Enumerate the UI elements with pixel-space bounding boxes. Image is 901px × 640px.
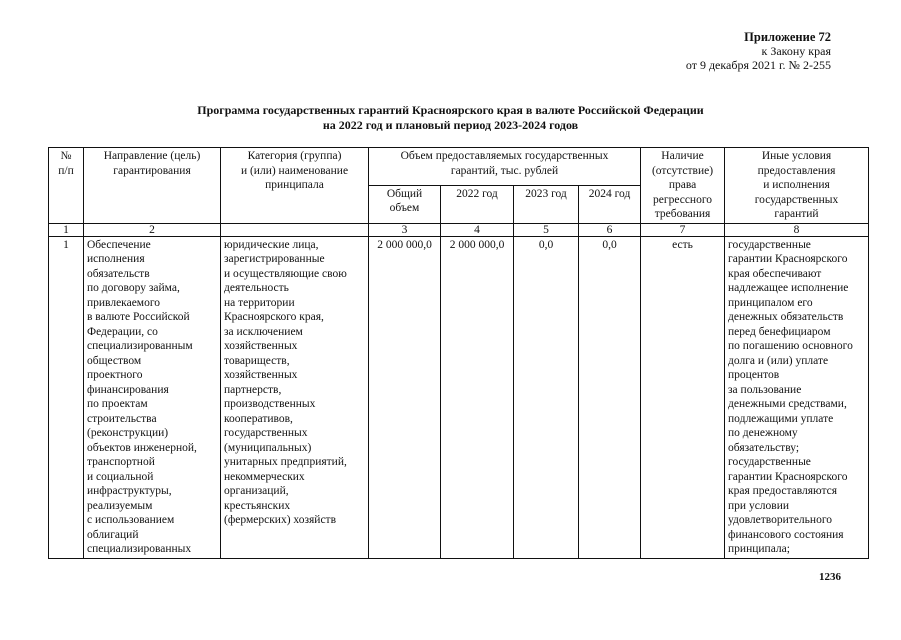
column-number	[221, 223, 369, 236]
header-2024: 2024 год	[579, 185, 641, 223]
column-number: 6	[579, 223, 641, 236]
cell-total: 2 000 000,0	[369, 236, 441, 558]
appendix-law-ref: к Закону края	[761, 44, 831, 58]
header-category: Категория (группа) и (или) наименование принципала	[221, 148, 369, 224]
header-direction: Направление (цель) гарантирования	[84, 148, 221, 224]
guarantees-table	[48, 147, 869, 559]
cell-regress: есть	[641, 236, 725, 558]
header-2023: 2023 год	[514, 185, 579, 223]
appendix-title: Приложение 72	[744, 30, 831, 44]
page-number: 1236	[819, 571, 841, 583]
column-number: 4	[441, 223, 514, 236]
table-row	[49, 236, 869, 558]
column-number: 7	[641, 223, 725, 236]
cell-no: 1	[49, 236, 84, 558]
column-number-empty: 8	[725, 223, 869, 236]
header-row-1	[49, 148, 869, 186]
cell-2023: 0,0	[514, 236, 579, 558]
cell-2022: 2 000 000,0	[441, 236, 514, 558]
header-total: Общий объем	[369, 185, 441, 223]
header-no: № п/п	[49, 148, 84, 224]
cell-category: юридические лица, зарегистрированные и осуществляющие свою деятельность на территории Красноярского края, за исключением хозяйственных товариществ, хозяйственных партнерств, производственных кооперативов, государственных (муниципальных) унитарных предприятий, некоммерческих организаций, крестьянских (фермерских) хозяйств	[221, 236, 369, 558]
column-number: 5	[514, 223, 579, 236]
document-title-line1: Программа государственных гарантий Красноярского края в валюте Российской Федерации	[197, 103, 704, 117]
header-volume: Объем предоставляемых государственных гарантий, тыс. рублей	[369, 148, 641, 186]
appendix-date: от 9 декабря 2021 г. № 2-255	[685, 58, 831, 72]
document-title-line2: на 2022 год и плановый период 2023-2024 годов	[322, 118, 579, 132]
cell-2024: 0,0	[579, 236, 641, 558]
column-number: 1	[49, 223, 84, 236]
cell-other-conditions: государственные гарантии Красноярского края обеспечивают надлежащее исполнение принципалом его денежных обязательств перед бенефициаром по погашению основного долга и (или) уплате процентов за пользование денежными средствами, подлежащими уплате по денежному обязательству; государственные гарантии Красноярского края предоставляются при условии удовлетворительного финансового состояния принципала;	[725, 236, 869, 558]
header-regress: Наличие (отсутствие) права регрессного требования	[641, 148, 725, 224]
header-other-conditions: Иные условия предоставления и исполнения государственных гарантий	[725, 148, 869, 224]
cell-direction: Обеспечение исполнения обязательств по договору займа, привлекаемого в валюте Российской Федерации, со специализированным обществом проектного финансирования по проектам строительства (реконструкции) объектов инженерной, транспортной и социальной инфраструктуры, реализуемым с использованием облигаций специализированных	[84, 236, 221, 558]
header-2022: 2022 год	[441, 185, 514, 223]
column-number: 2	[84, 223, 221, 236]
document-title	[0, 103, 901, 133]
appendix-block	[686, 30, 831, 72]
column-number-row	[49, 223, 869, 236]
column-number: 3	[369, 223, 441, 236]
